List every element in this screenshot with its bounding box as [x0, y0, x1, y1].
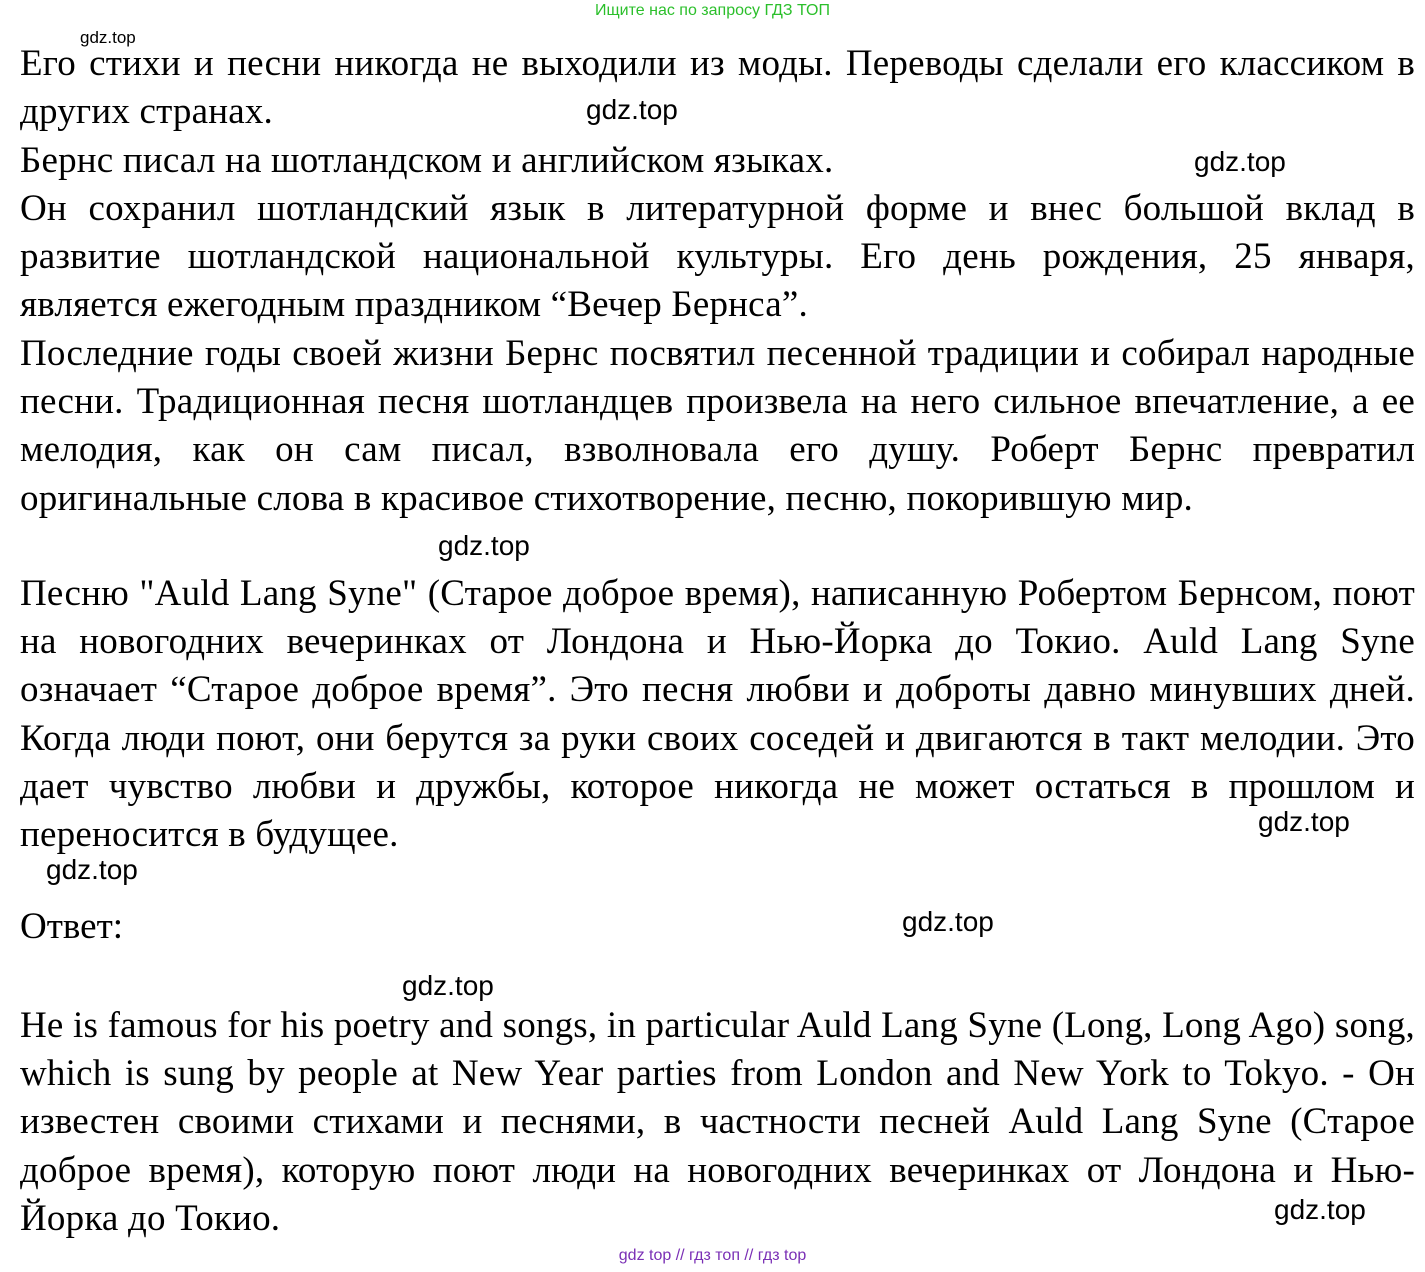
watermark: gdz.top [46, 854, 138, 885]
watermark: gdz.top [402, 970, 494, 1001]
watermark: gdz.top [438, 530, 530, 561]
paragraph-2: Бернс писал на шотландском и английском языках. [20, 140, 834, 181]
paragraph-1: Его стихи и песни никогда не выходили из моды. Переводы сделали его классиком в других странах. [20, 43, 1415, 133]
paragraph-4: Последние годы своей жизни Бернс посвятил песенной традиции и собирал народные песни. Традиционная песня шотландцев произвела на него сильное впечатление, а ее мелодия, как он сам писал, взволновала его душу. Роберт Бернс превратил оригинальные слова в красивое стихотворение, песню, покорившую мир. [20, 333, 1415, 519]
watermark: gdz.top [902, 906, 994, 937]
paragraph-5: Песню "Auld Lang Syne" (Старое доброе время), написанную Робертом Бернсом, поют на новогодних вечеринках от Лондона и Нью-Йорка до Токио. Auld Lang Syne означает “Старое доброе время”. Это песня любви и доброты давно минувших дней. Когда люди поют, они берутся за руки своих соседей и двигаются в такт мелодии. Это дает чувство любви и дружбы, которое никогда не может остаться в прошлом и переносится в будущее. [20, 573, 1415, 856]
footer-watermark: gdz top // гдз топ // гдз top [618, 1247, 807, 1264]
watermark: gdz.top [586, 94, 678, 125]
top-banner: Ищите нас по запросу ГДЗ ТОП [595, 2, 830, 19]
watermark: gdz.top [80, 28, 136, 47]
watermark: gdz.top [1194, 146, 1286, 177]
watermark: gdz.top [1274, 1194, 1366, 1225]
answer-text: He is famous for his poetry and songs, in particular Auld Lang Syne (Long, Long Ago) song, which is sung by people at New Year parties from London and New York to Tokyo. - Он известен своими стихами и песнями, в частности песней Auld Lang Syne (Старое доброе время), которую поют люди на новогодних вечеринках от Лондона и Нью-Йорка до Токио. [20, 1005, 1415, 1239]
answer-label: Ответ: [20, 906, 124, 947]
paragraph-3: Он сохранил шотландский язык в литературной форме и внес большой вклад в развитие шотландской национальной культуры. Его день рождения, 25 января, является ежегодным праздником “Вечер Бернса”. [20, 188, 1415, 326]
watermark: gdz.top [1258, 806, 1350, 837]
